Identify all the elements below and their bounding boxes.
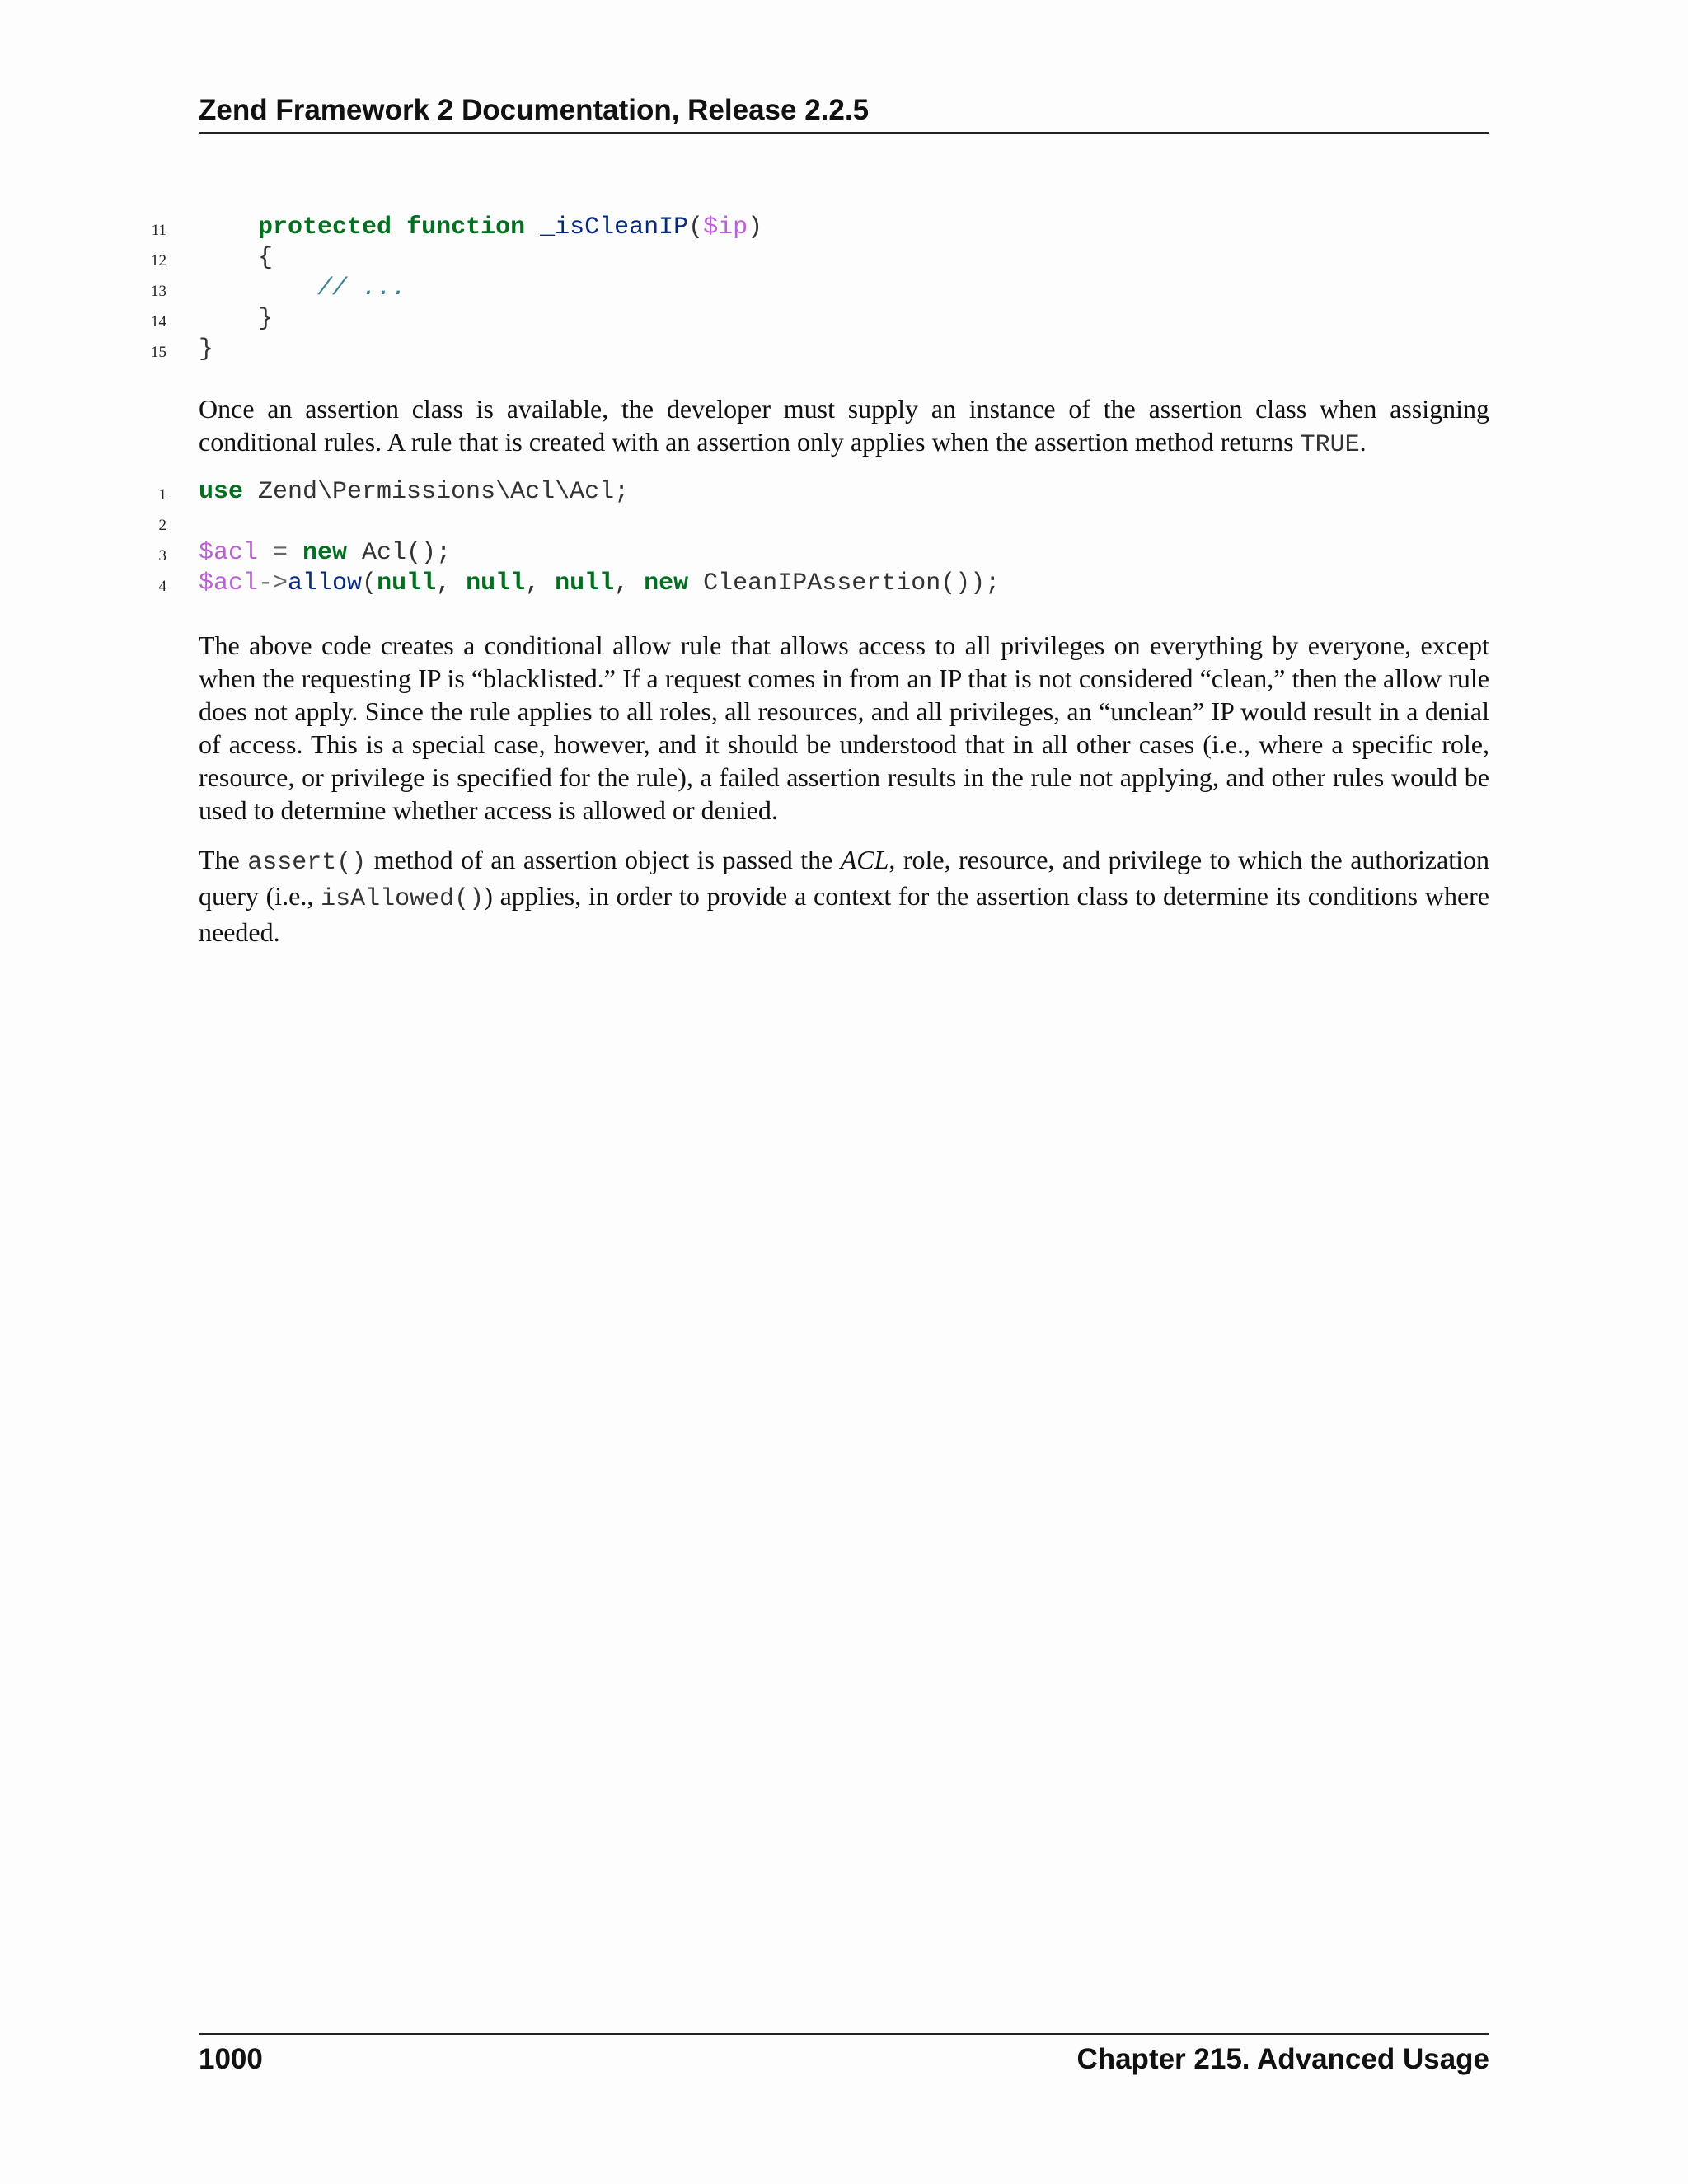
inline-code-true: TRUE (1300, 431, 1360, 459)
code-text (199, 569, 1000, 599)
paragraph-text: The above code creates a conditional allow rule that allows access to all privileges on everything by everyone, except when the requesting IP is “blacklisted.” If a request comes in from an IP that is not considered “clean,” then the allow rule does not apply. Since the rule applies to all roles, all resources, and all privileges, an “unclean” IP would result in a denial of access. This is a special case, however, and it should be understood that in all other cases (i.e., where a specific role, resource, or privilege is specified for the rule), a failed assertion results in the rule not applying, and other rules would be used to determine whether access is allowed or denied. (199, 630, 1489, 825)
code-token: } (199, 335, 214, 363)
line-number: 12 (151, 252, 166, 269)
code-line (0, 335, 1688, 365)
code-token: new (302, 539, 348, 567)
code-token: { (258, 244, 274, 272)
paragraph-text: ) applies, in order to provide a context for the assertion class to determine its conditions where needed. (199, 881, 1490, 947)
code-text (199, 213, 762, 243)
page-number: 1000 (199, 2043, 263, 2075)
paragraph-text: Once an assertion class is available, the developer must supply an instance of the assertion class when assigning conditional rules. A rule that is created with an assertion only applies when the assertion method returns (199, 394, 1489, 457)
code-token: ) (748, 213, 763, 241)
code-token: = (258, 539, 303, 567)
code-token: , (614, 569, 645, 598)
code-token (525, 213, 540, 241)
code-token: allow (288, 569, 363, 598)
code-token: // ... (317, 274, 407, 302)
paragraph-text: method of an assertion object is passed the (366, 845, 841, 874)
code-token: -> (258, 569, 288, 598)
code-line (0, 508, 1688, 538)
code-line (0, 477, 1688, 508)
paragraph-assertion-intro (199, 392, 1489, 462)
code-token: _isCleanIP (540, 213, 689, 241)
code-line (0, 538, 1688, 569)
line-number: 11 (151, 222, 166, 239)
running-header (199, 92, 1489, 134)
code-block-acl-allow (0, 477, 1688, 599)
code-token (392, 213, 406, 241)
code-token: Zend\Permissions\Acl\Acl; (243, 478, 630, 506)
code-block-isCleanIP (0, 213, 1688, 365)
line-number: 13 (151, 283, 166, 300)
code-text (199, 335, 213, 365)
code-text (199, 538, 451, 569)
code-text (199, 304, 273, 335)
code-line (0, 213, 1688, 243)
code-token: } (258, 305, 274, 333)
line-number: 2 (158, 517, 166, 534)
inline-code-assert: assert() (247, 849, 367, 877)
code-token: $ip (703, 213, 748, 241)
code-token: protected (258, 213, 392, 241)
line-number: 1 (158, 486, 166, 504)
paragraph-text: . (1359, 427, 1367, 457)
paragraph-conditional-allow (199, 629, 1489, 827)
line-number: 14 (151, 313, 166, 330)
paragraph-text: The (199, 845, 248, 874)
code-token: null (377, 569, 437, 598)
code-token: $acl (199, 539, 259, 567)
code-token: function (406, 213, 526, 241)
code-token: null (555, 569, 615, 598)
code-token: ( (688, 213, 704, 241)
document-title: Zend Framework 2 Documentation, Release 2.2.5 (199, 94, 870, 126)
chapter-title: Chapter 215. Advanced Usage (1076, 2043, 1489, 2075)
line-number: 15 (151, 344, 166, 361)
line-number: 4 (158, 578, 166, 595)
emphasis-acl: ACL (840, 845, 889, 874)
code-text (199, 243, 273, 274)
code-token: , (436, 569, 467, 598)
code-token: $acl (199, 569, 259, 598)
code-text (199, 477, 629, 508)
code-line (0, 243, 1688, 274)
code-token: CleanIPAssertion()); (688, 569, 1001, 598)
line-number: 3 (158, 547, 166, 565)
code-token: Acl(); (347, 539, 452, 567)
code-token: , (525, 569, 556, 598)
code-line (0, 569, 1688, 599)
code-text (199, 274, 406, 304)
code-line (0, 304, 1688, 335)
running-footer (199, 2033, 1489, 2084)
code-token: use (199, 478, 244, 506)
code-token: null (466, 569, 526, 598)
paragraph-assert-method (199, 843, 1489, 949)
code-token: new (644, 569, 689, 598)
paragraph-text: , role, resource, and privilege to which the authorization query (i.e., (199, 845, 1490, 911)
code-line (0, 274, 1688, 304)
code-token: ( (362, 569, 377, 598)
inline-code-isallowed: isAllowed() (321, 885, 485, 913)
